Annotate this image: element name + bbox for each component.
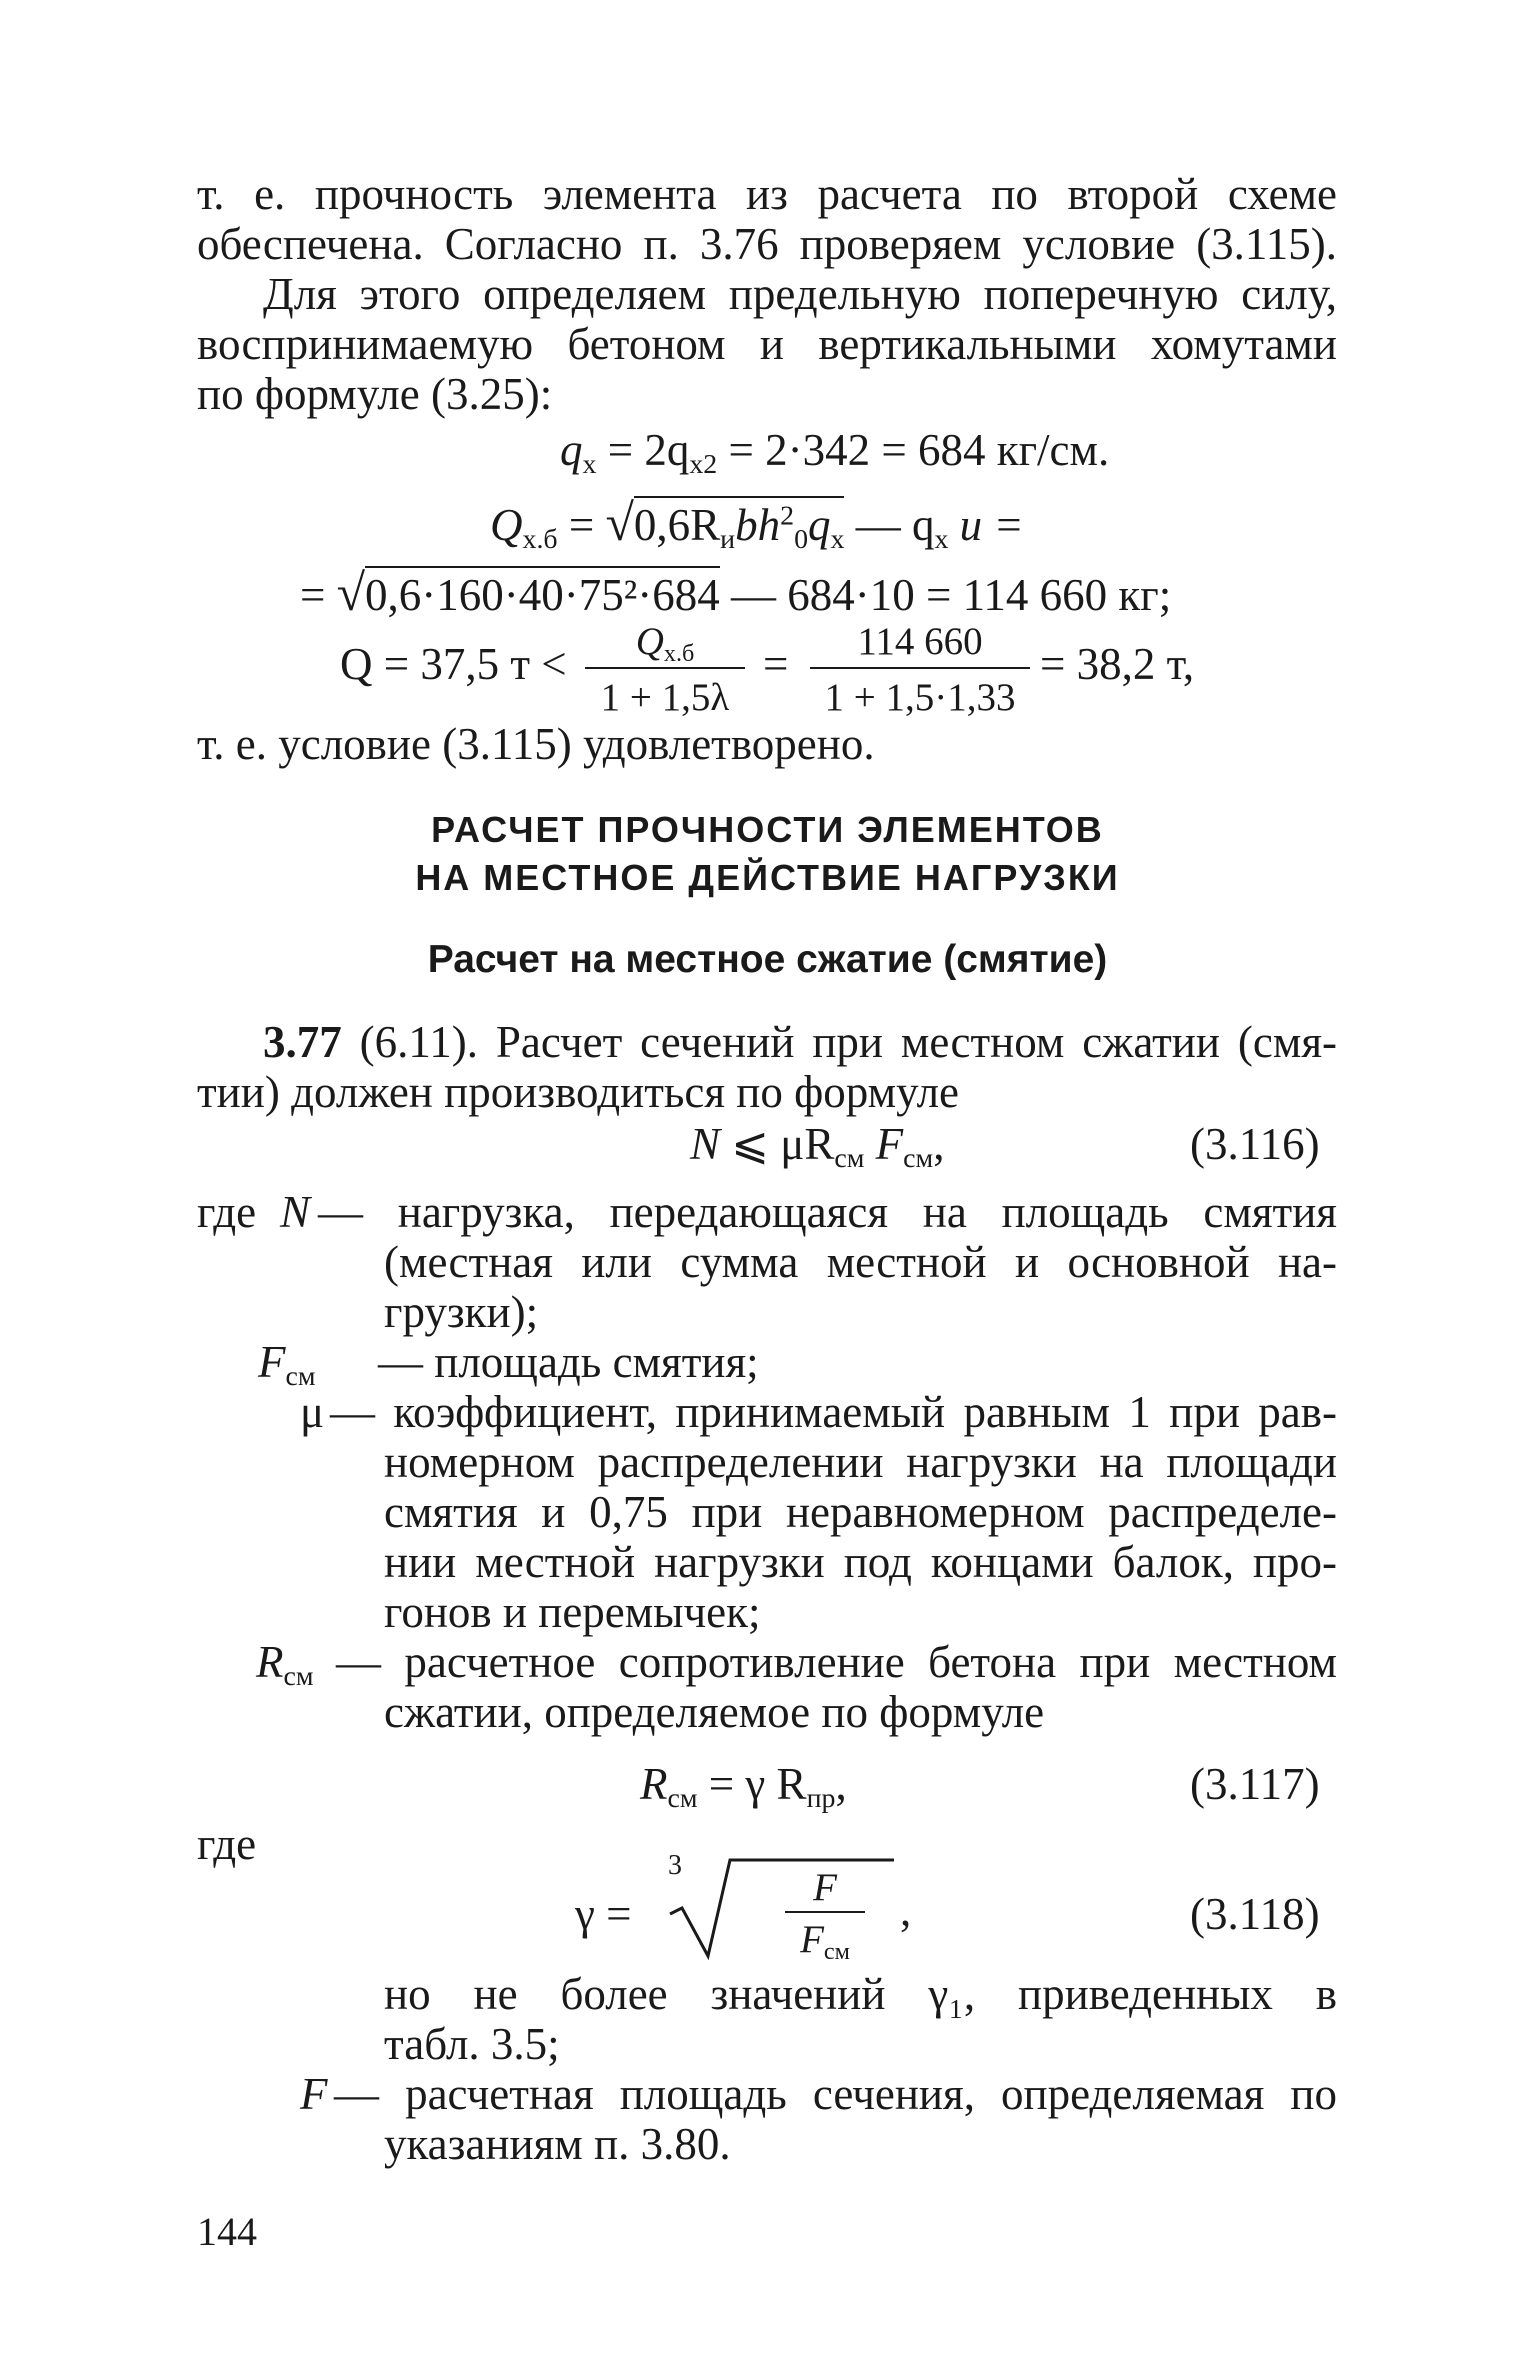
- tail-line-1: но не более значений γ₁, приведенных в: [384, 1969, 1337, 2019]
- def-mu-line-3: смятия и 0,75 при неравномерном распределе-: [384, 1487, 1337, 1537]
- formula-numeric: = √0,6·160·40·75²·684 — 684·10 = 114 660 кг;: [300, 565, 1172, 622]
- equation-3-116: N ⩽ $\mu R_{см}$ $F_{см}$,: [690, 1119, 945, 1174]
- def-R-line-2: сжатии, определяемое по формуле: [384, 1687, 1045, 1737]
- def-R-symbol: $R_{см}$: [256, 1637, 314, 1692]
- equation-3-117: $R_{см} = \gamma$ $R_{пр}$,: [640, 1759, 847, 1814]
- formula-compare-lhs: Q = 37,5 т <: [340, 639, 567, 689]
- def-mu-line-2: номерном распределении нагрузки на площади: [384, 1437, 1337, 1487]
- radical-sign: √: [605, 495, 634, 552]
- where-label-2: где: [197, 1819, 257, 1869]
- fraction-2-denominator: 1 + 1,5·1,33: [824, 676, 1016, 719]
- equation-3-116-tag: (3.116): [1190, 1119, 1320, 1169]
- def-N-line-3: грузки);: [384, 1287, 539, 1337]
- where-label: где: [197, 1187, 257, 1237]
- formula-Q-xb: $Q_{x.б} = √0,6R_иbh^2_0q_x$ — $q_x$ u =: [490, 495, 1024, 555]
- section-heading-line-2: НА МЕСТНОЕ ДЕЙСТВИЕ НАГРУЗКИ: [415, 857, 1120, 898]
- fraction-1-denominator: 1 + 1,5λ: [600, 676, 730, 719]
- intro-line-3: Для этого определяем предельную поперечную силу,: [263, 269, 1337, 319]
- def-mu-line-1: — коэффициент, принимаемый равным 1 при рав-: [330, 1387, 1337, 1437]
- equation-3-118-denominator: $F_{см}$: [800, 1918, 850, 1965]
- section-heading-line-1: РАСЧЕТ ПРОЧНОСТИ ЭЛЕМЕНТОВ: [431, 809, 1104, 850]
- radical-sign-2: √: [336, 565, 366, 622]
- conclusion: т. е. условие (3.115) удовлетворено.: [197, 719, 875, 769]
- def-R-line-1: — расчетное сопротивление бетона при местном: [336, 1637, 1337, 1687]
- equation-3-118-root-index: 3: [668, 1850, 682, 1881]
- equation-3-117-tag: (3.117): [1190, 1759, 1320, 1809]
- para-377-line-1: 3.77 (6.11). Расчет сечений при местном сжатии (смя-: [263, 1017, 1337, 1067]
- def-F2-symbol: F: [300, 2069, 328, 2119]
- def-N-symbol: N: [280, 1187, 311, 1237]
- equation-3-118-comma: ,: [900, 1885, 912, 1935]
- equation-3-118-bar: [785, 1911, 865, 1913]
- def-N-line-1: — нагрузка, передающаяся на площадь смятия: [318, 1187, 1337, 1237]
- def-mu-symbol: μ: [300, 1387, 325, 1437]
- def-N-line-2: (местная или сумма местной и основной на-: [384, 1237, 1337, 1287]
- equation-3-118-numerator: F: [813, 1866, 837, 1909]
- intro-line-5: по формуле (3.25):: [197, 369, 553, 419]
- formula-qx: $q_x = 2q_{x2} = 2\cdot 342 = 684$ кг/см.: [560, 425, 1110, 480]
- intro-line-1: т. е. прочность элемента из расчета по второй схеме: [197, 169, 1337, 219]
- equation-3-118-tag: (3.118): [1190, 1889, 1320, 1939]
- page-number: 144: [197, 2209, 257, 2254]
- def-F-symbol: $F_{см}$: [258, 1337, 316, 1392]
- formula-compare-rhs: = 38,2 т,: [1040, 639, 1195, 689]
- def-mu-line-5: гонов и перемычек;: [384, 1587, 761, 1637]
- fraction-1-bar: [585, 667, 745, 669]
- para-377-line-2: тии) должен производиться по формуле: [197, 1067, 960, 1117]
- def-F2-line-1: — расчетная площадь сечения, определяемая по: [334, 2069, 1337, 2119]
- subheading: Расчет на местное сжатие (смятие): [427, 938, 1108, 981]
- equals-1: =: [763, 639, 789, 689]
- intro-line-4: воспринимаемую бетоном и вертикальными хомутами: [197, 319, 1337, 369]
- tail-line-2: табл. 3.5;: [384, 2019, 560, 2069]
- intro-line-2: обеспечена. Согласно п. 3.76 проверяем условие (3.115).: [197, 219, 1337, 269]
- def-F-line-1: — площадь смятия;: [378, 1337, 759, 1387]
- def-F2-line-2: указаниям п. 3.80.: [384, 2119, 731, 2169]
- fraction-2-numerator: 114 660: [857, 620, 983, 663]
- def-mu-line-4: нии местной нагрузки под концами балок, про-: [384, 1537, 1337, 1587]
- equation-3-118-lhs: γ =: [575, 1889, 632, 1939]
- fraction-1-numerator: $Q_{x.б}$: [635, 620, 695, 667]
- fraction-2-bar: [810, 667, 1030, 669]
